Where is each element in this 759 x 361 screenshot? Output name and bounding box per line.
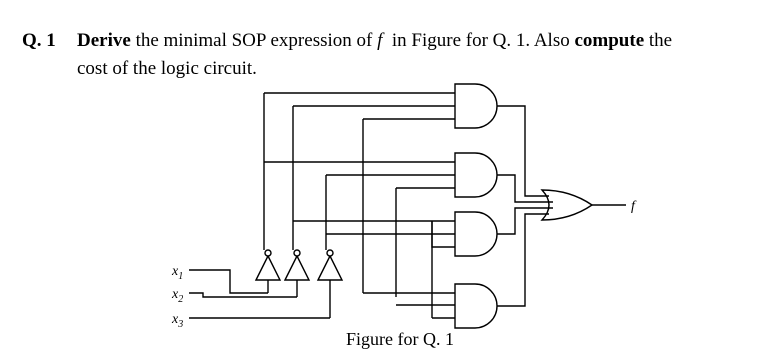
question-text-a: the minimal SOP expression of bbox=[135, 30, 373, 51]
question-text-b: in Figure for Q. 1. Also bbox=[391, 30, 570, 51]
question-text-c: the bbox=[648, 30, 673, 51]
question-line-2: cost of the logic circuit. bbox=[77, 58, 257, 79]
input-label-x2: $x_2$ bbox=[172, 287, 184, 305]
and-gate-1 bbox=[455, 84, 497, 128]
input-label-x3: $x_3$ bbox=[172, 312, 184, 330]
output-label-f: f bbox=[631, 199, 635, 214]
and-gate-2 bbox=[455, 153, 497, 197]
question-number: Q. 1 bbox=[22, 30, 56, 51]
inverter-x1 bbox=[256, 250, 280, 293]
input-label-x1: $x_1$ bbox=[172, 264, 184, 282]
inverter-x2 bbox=[285, 250, 309, 297]
question-derive: Derive bbox=[77, 30, 131, 51]
complement-rails bbox=[264, 93, 326, 250]
figure-caption: Figure for Q. 1 bbox=[346, 329, 454, 349]
and-gate-4 bbox=[455, 284, 497, 328]
question-compute: compute bbox=[574, 30, 645, 51]
question-function-name: f bbox=[377, 30, 383, 51]
input-wires bbox=[189, 270, 330, 318]
or-gate bbox=[542, 190, 592, 220]
inverter-x3 bbox=[318, 250, 342, 318]
and-gate-3 bbox=[455, 212, 497, 256]
or-gate-input-wires bbox=[497, 106, 553, 306]
true-rails bbox=[363, 119, 432, 318]
